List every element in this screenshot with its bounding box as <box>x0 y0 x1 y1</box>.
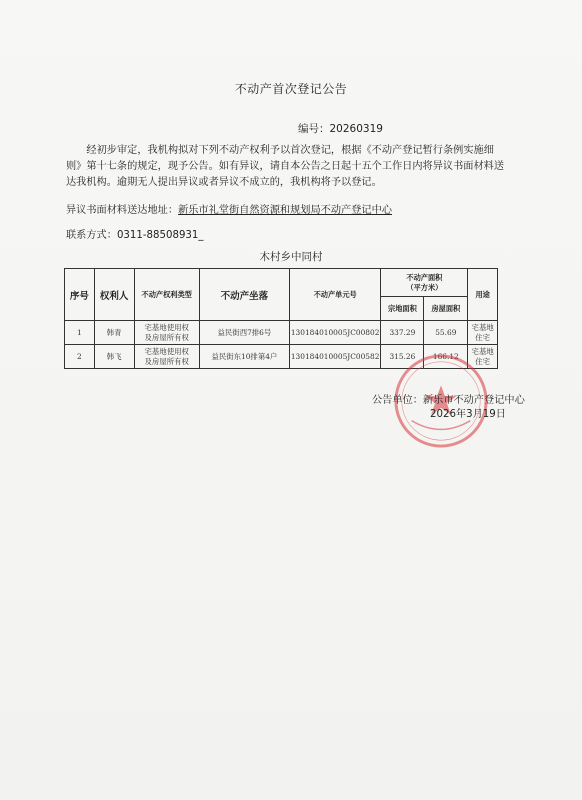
cell-use-line1: 宅基地 <box>471 322 494 332</box>
header-holder: 权利人 <box>94 269 134 321</box>
header-area-group <box>381 269 468 297</box>
cell-right-type-line1: 宅基地使用权 <box>144 322 189 332</box>
header-right-type: 不动产权利类型 <box>134 269 199 321</box>
issuing-unit <box>372 391 525 406</box>
cell-seq: 1 <box>65 321 95 345</box>
notice-number <box>298 121 383 136</box>
header-area-line2: （平方米） <box>406 282 443 292</box>
org-label: 公告单位： <box>372 395 423 406</box>
contact-info <box>66 226 204 241</box>
header-land-area: 宗地面积 <box>381 297 424 321</box>
cell-right-type <box>134 345 199 369</box>
cell-seq: 2 <box>65 345 95 369</box>
number-value: 20260319 <box>329 123 383 135</box>
objection-address <box>66 201 392 216</box>
cell-land-area: 337.29 <box>381 321 424 345</box>
cell-house-area: 55.69 <box>424 321 468 345</box>
address-value: 新乐市礼堂街自然资源和规划局不动产登记中心 <box>178 205 392 216</box>
cell-right-type-line2: 及房屋所有权 <box>144 356 189 366</box>
cell-use <box>468 321 498 345</box>
cell-use-line2: 住宅 <box>475 356 491 366</box>
cell-right-type-line2: 及房屋所有权 <box>144 332 189 342</box>
notice-title: 不动产首次登记公告 <box>234 82 348 96</box>
header-area-line1: 不动产面积 <box>406 272 443 282</box>
cell-use-line1: 宅基地 <box>471 346 494 356</box>
header-unit-no: 不动产单元号 <box>289 269 381 321</box>
cell-location: 益民街西7排6号 <box>199 321 289 345</box>
contact-label: 联系方式： <box>66 230 117 241</box>
cell-unit-no: 130184010005JC00582 <box>289 345 381 369</box>
cell-location: 益民街东10排第4户 <box>199 345 289 369</box>
cell-right-type <box>134 321 199 345</box>
cell-right-type-line1: 宅基地使用权 <box>144 346 189 356</box>
header-house-area: 房屋面积 <box>424 297 468 321</box>
village-name: 木村乡中同村 <box>259 251 323 263</box>
cell-holder: 韩飞 <box>94 345 134 369</box>
address-label: 异议书面材料送达地址： <box>66 205 179 216</box>
notice-body: 经初步审定，我机构拟对下列不动产权利予以首次登记，根据《不动产登记暂行条例实施细则》第十七条的规定，现予公告。如有异议，请自本公告之日起十五个工作日内将异议书面材料送达我机构。逾期无人提出异议或者异议不成立的，我机构将予以登记。 <box>66 145 505 188</box>
table-row <box>65 321 498 345</box>
number-label: 编号： <box>298 123 330 135</box>
contact-value: 0311-88508931_ <box>116 230 204 241</box>
cell-unit-no: 130184010005JC00802 <box>289 321 381 345</box>
issue-date: 2026年3月19日 <box>430 409 506 420</box>
header-use: 用途 <box>468 269 498 321</box>
cell-use-line2: 住宅 <box>475 332 491 342</box>
cell-holder: 韩青 <box>94 321 134 345</box>
org-value: 新乐市不动产登记中心 <box>422 395 525 406</box>
cell-land-area: 315.26 <box>381 345 424 369</box>
header-location: 不动产坐落 <box>199 269 289 321</box>
cell-house-area: 166.12 <box>424 345 468 369</box>
header-seq: 序号 <box>65 269 95 321</box>
